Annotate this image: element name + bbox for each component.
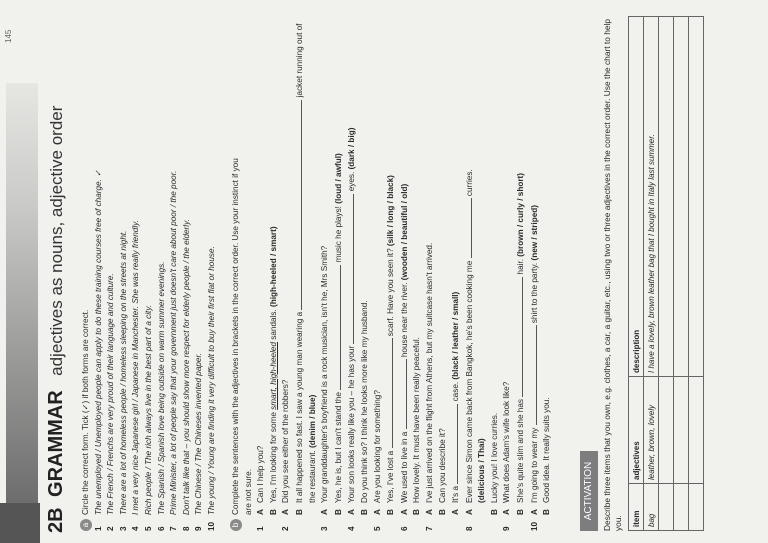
dialogue-line: BShe's quite slim and she has hair. (brown / curly / short) xyxy=(516,173,526,515)
dialogue-line: (delicious / Thai) xyxy=(477,438,487,503)
exercise-a-item: 5Rich people / The rich always live in the best part of a city. xyxy=(143,304,153,531)
items-table xyxy=(628,16,704,531)
dialogue-line: 2ADid you see either of the robbers? xyxy=(281,379,291,531)
exercise-a-item: 8Don't talk like that – you should show more respect for elderly people / the elderly. xyxy=(181,219,191,531)
page-title: adjectives as nouns, adjective order xyxy=(47,105,66,376)
exercise-a-item: 3There are a lot of homeless people / homeless sleeping on the streets at night. xyxy=(118,230,128,531)
page-number: 145 xyxy=(4,29,13,43)
dialogue-line: BDo you think so? I think he looks more like my husband. xyxy=(359,300,369,515)
exercise-a xyxy=(80,170,219,531)
dialogue-line: BGood idea. It really suits you. xyxy=(542,397,552,515)
table-header-row: item adjectives description xyxy=(629,17,644,531)
exercise-a-item: 4I met a very nice Japanese girl / Japanese in Manchester. She was really friendly. xyxy=(131,220,141,531)
activation-banner: ACTIVATION xyxy=(580,451,598,531)
dialogue-line: 7AI've just arrived on the flight from Athens, but my suitcase hasn't arrived. xyxy=(424,242,434,531)
table-row[interactable] xyxy=(659,17,674,531)
dialogue-line: 9AWhat does Adam's wife look like? xyxy=(502,381,512,531)
exercise-letter-a: a xyxy=(80,519,92,531)
dialogue-line: 5AAre you looking for something? xyxy=(372,390,382,531)
dialogue-line: 8AEver since Simon came back from Bangkok, he's been cooking me curries. xyxy=(464,169,474,531)
dialogue-line: BCan you describe it? xyxy=(437,428,447,515)
exercise-letter-b: b xyxy=(230,519,242,531)
exercise-a-item: 2The French / Frenchs are very proud of their language and culture. xyxy=(106,273,116,531)
exercise-a-item: 9The Chinese / The Chineses invented paper. xyxy=(194,352,204,531)
dialogue-line: BYes, I'm looking for some smart, high-heeled sandals. (high-heeled / smart) xyxy=(268,226,278,515)
table-row[interactable] xyxy=(674,17,689,531)
exercise-a-item: 1The unemployed / Unemployed people can apply to do these training courses free of charge. ✓ xyxy=(93,169,103,531)
table-row[interactable] xyxy=(689,17,704,531)
unit-tab-marker xyxy=(0,503,40,543)
dialogue-line: the restaurant. (denim / blue) xyxy=(307,394,317,503)
header-gradient-bar xyxy=(6,83,38,503)
dialogue-line: 1ACan I help you? xyxy=(256,445,266,531)
exercise-b-instruction: bComplete the sentences with the adjectives in brackets in the correct order. Use your instinct if you xyxy=(230,24,243,531)
dialogue-line: 10AI'm going to wear my shirt to the party. (new / striped) xyxy=(529,205,539,531)
dialogue-line: AIt's a case. (black / leather / small) xyxy=(451,291,461,515)
activation-instruction: Describe three items that you own, e.g. clothes, a car, a guitar, etc., using two or three adjectives in the correct order. Use the chart to help you. xyxy=(602,18,623,531)
section-label: GRAMMAR xyxy=(45,390,67,497)
exercise-a-item: 6The Spanish / Spanish love being outside on warm summer evenings. xyxy=(156,261,166,531)
exercise-a-instruction: aCircle the correct form. Tick (✓) if both forms are correct. xyxy=(80,170,93,531)
exercise-a-item: 7Prime Minister, a lot of people say that your government just doesn't care about poor / the poor. xyxy=(169,170,179,531)
exercise-b xyxy=(230,24,554,531)
dialogue-line: 6AWe used to live in a house near the river. (wooden / beautiful / old) xyxy=(399,183,409,531)
dialogue-line: 4AYour son looks really like you – he has your eyes. (dark / big) xyxy=(347,127,357,531)
table-row: bag leather, brown, lovely I have a lovely, brown leather bag that I bought in Italy last summer. xyxy=(644,17,659,531)
dialogue-line: BYes, he is, but I can't stand the music he plays! (loud / awful) xyxy=(333,153,343,515)
dialogue-line: BHow lovely. It must have been really peaceful. xyxy=(412,337,422,515)
exercise-b-instruction-cont: are not sure. xyxy=(243,469,253,515)
page-heading xyxy=(45,106,68,533)
unit-label: 2B xyxy=(45,507,67,533)
dialogue-line: BLucky you! I love curries. xyxy=(489,412,499,515)
dialogue-line: BIt all happened so fast. I saw a young man wearing a jacket running out of xyxy=(294,23,304,515)
dialogue-line: BYes, I've lost a scarf. Have you seen it? (silk / long / black) xyxy=(386,175,396,515)
exercise-a-item: 10The young / Young are finding it very difficult to buy their first flat or house. xyxy=(206,246,216,531)
dialogue-line: 3AYour granddaughter's boyfriend is a rock musician, isn't he, Mrs Smith? xyxy=(320,245,330,531)
